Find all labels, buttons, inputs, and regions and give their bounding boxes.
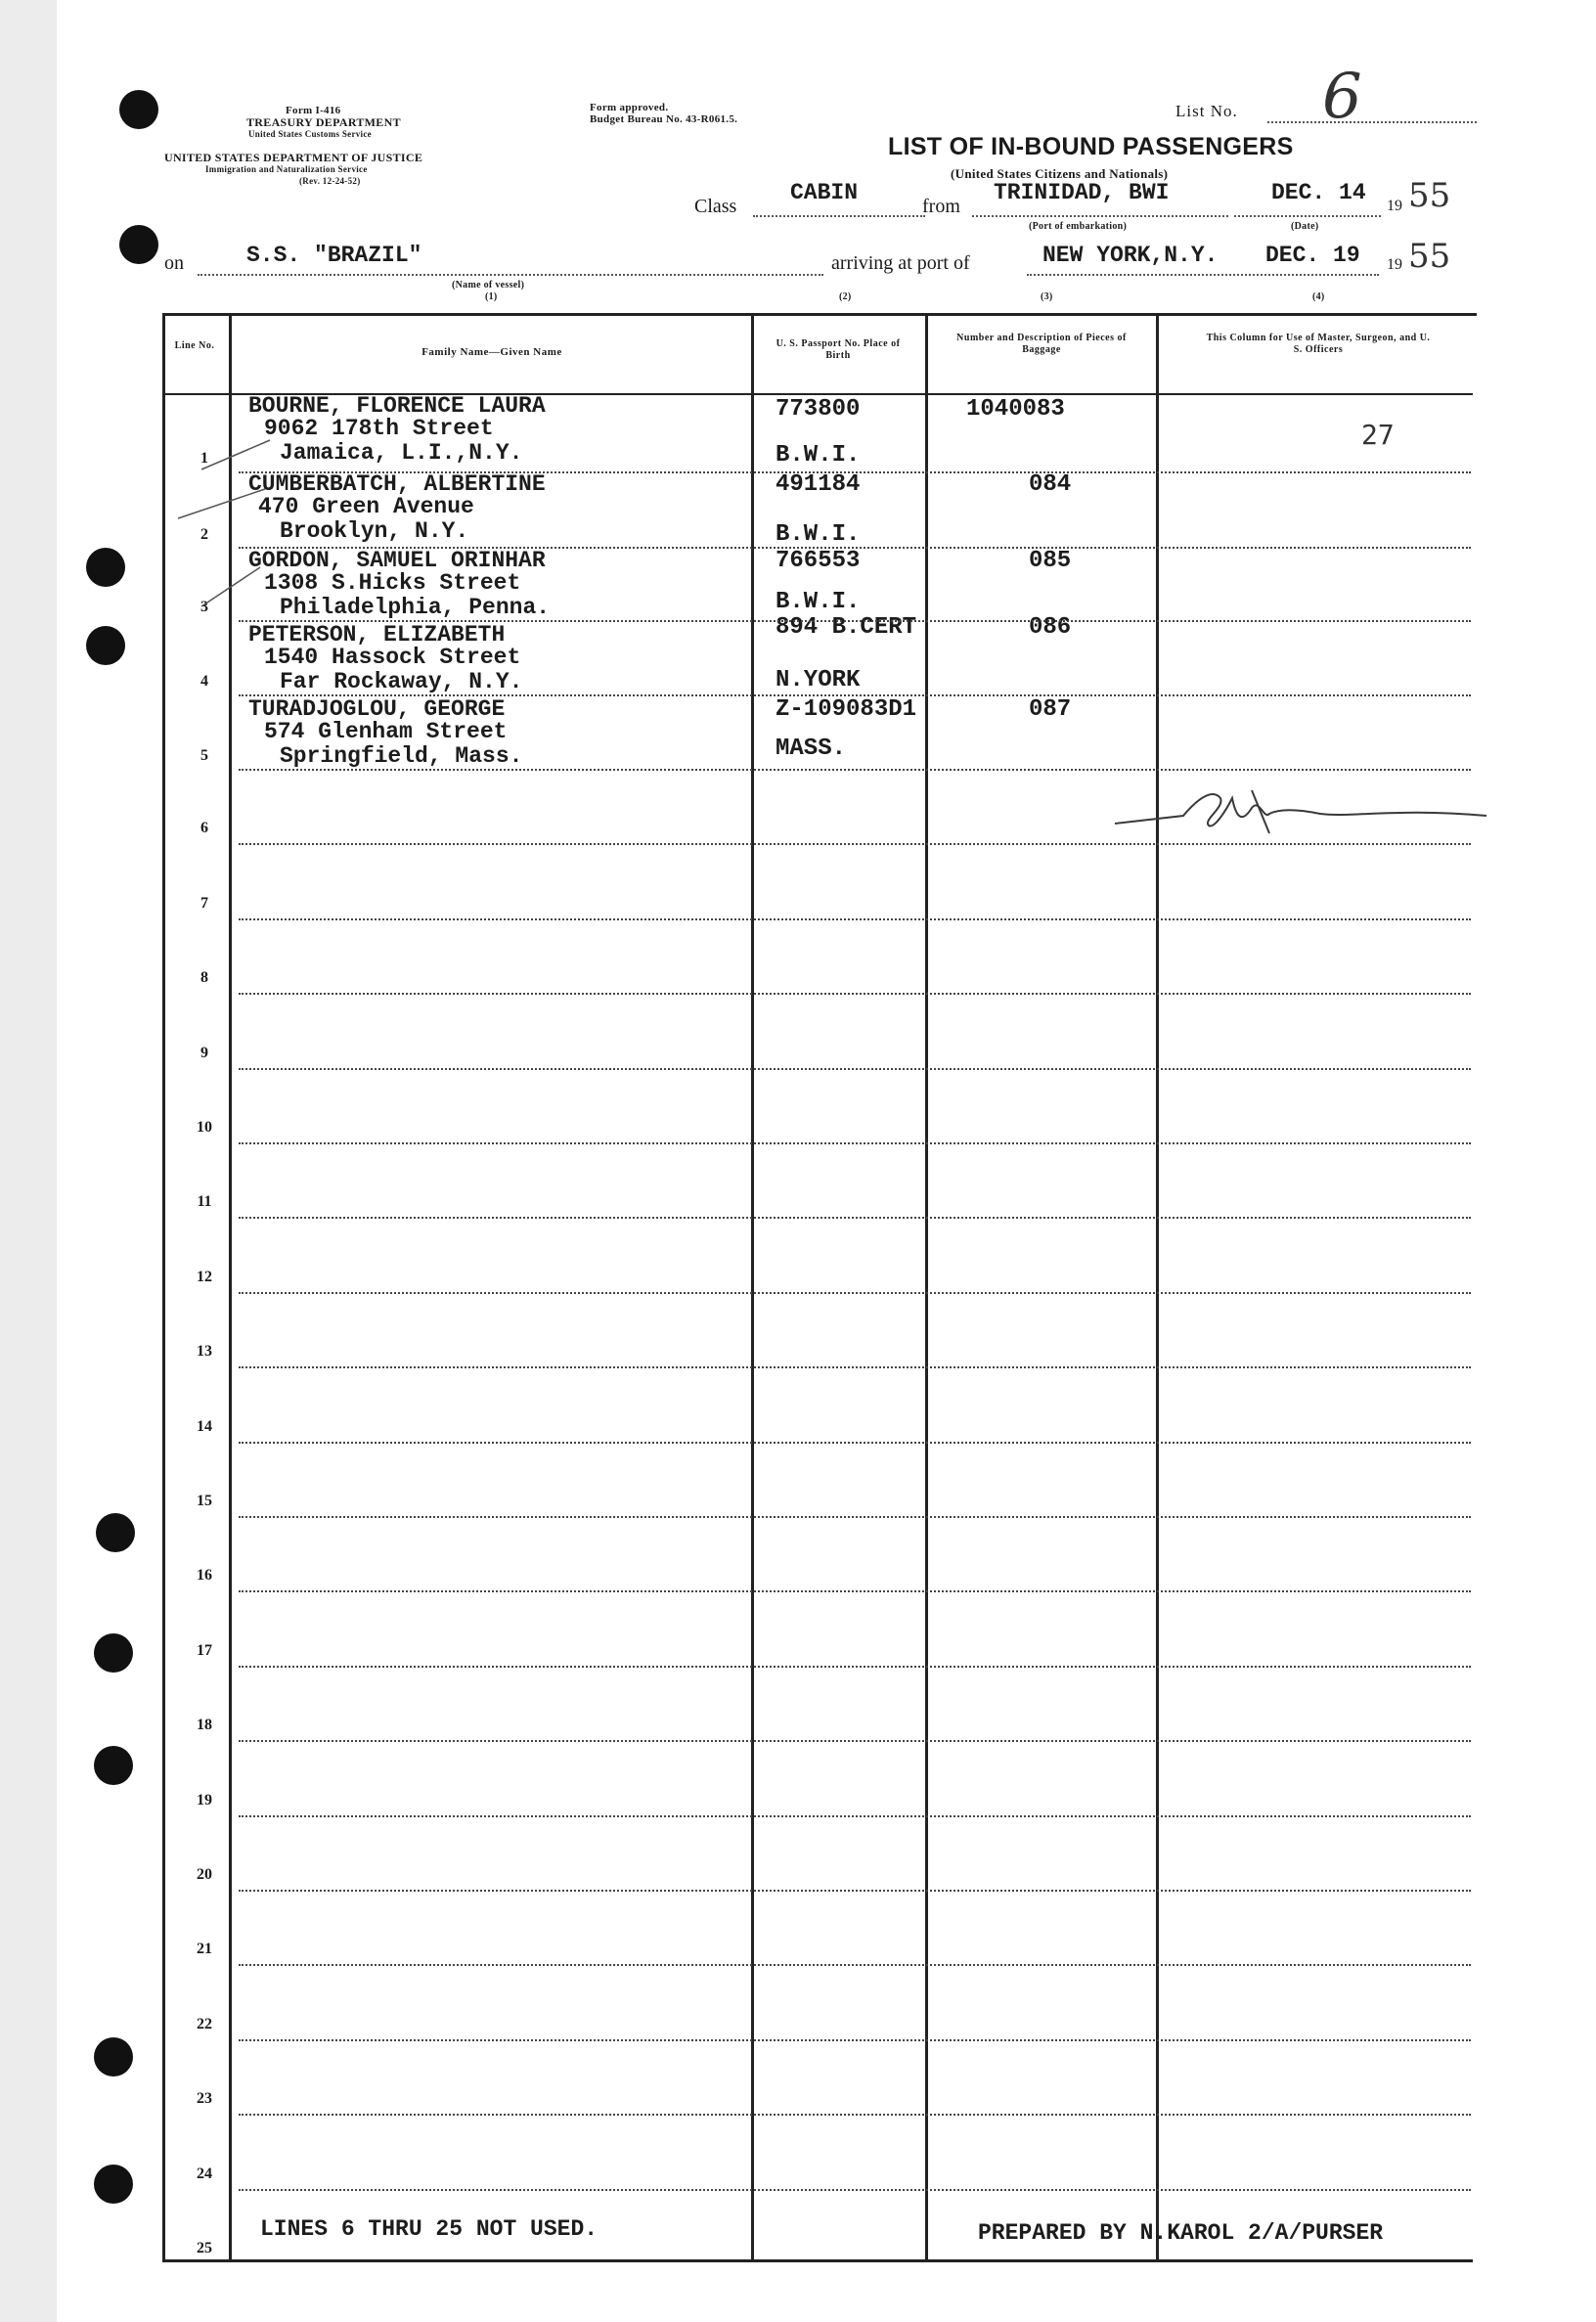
row-divider (239, 1292, 1471, 1294)
table-top-border (162, 313, 1477, 316)
row-divider (239, 1366, 1471, 1368)
punch-hole (119, 90, 158, 129)
passport-number: 766553 (776, 548, 861, 574)
punch-hole (94, 1746, 133, 1785)
arrival-underline (1027, 274, 1379, 276)
row-divider (239, 918, 1471, 920)
passenger-name: TURADJOGLOU, GEORGE (248, 696, 506, 722)
row-divider (239, 1142, 1471, 1144)
depart-year: 55 (1408, 176, 1451, 215)
passenger-address-line2: Philadelphia, Penna. (280, 595, 551, 620)
from-label: from (922, 196, 960, 217)
caption-2: (2) (839, 291, 852, 302)
name-col-border (751, 313, 754, 2261)
line-number: 13 (197, 1343, 212, 1360)
baggage-number: 1040083 (966, 396, 1065, 423)
line-number: 4 (200, 673, 208, 690)
line-number: 20 (197, 1866, 212, 1883)
depart-date-underline (1234, 215, 1381, 217)
line-number: 12 (197, 1269, 212, 1285)
row-divider (239, 993, 1471, 995)
vessel-name: S.S. "BRAZIL" (246, 243, 422, 268)
vessel-caption-num: (1) (485, 291, 498, 302)
punch-hole (119, 225, 158, 264)
list-no-label: List No. (1175, 102, 1238, 120)
passenger-address-line2: Springfield, Mass. (280, 743, 523, 769)
table-left-border (162, 313, 165, 2261)
row-divider (239, 2114, 1471, 2116)
row-divider (239, 471, 1471, 473)
baggage-number: 087 (1029, 696, 1072, 723)
form-number: Form I-416 (286, 105, 341, 116)
line-number: 19 (197, 1792, 212, 1808)
budget-bureau: Budget Bureau No. 43-R061.5. (590, 113, 738, 125)
passport-number: 491184 (776, 471, 861, 498)
page-subtitle: (United States Citizens and Nationals) (951, 166, 1169, 181)
line-number: 7 (200, 895, 208, 912)
col-header-baggage: Number and Description of Pieces of Baggage (956, 333, 1127, 355)
passenger-address-line2: Brooklyn, N.Y. (280, 518, 469, 544)
row-divider (239, 2189, 1471, 2191)
line-number: 9 (200, 1045, 208, 1061)
row-divider (239, 1964, 1471, 1966)
passport-number: 894 B.CERT (776, 614, 917, 641)
punch-hole (94, 1633, 133, 1673)
on-label: on (164, 252, 184, 274)
line-number: 23 (197, 2090, 212, 2107)
port-embark-caption: (Port of embarkation) (1029, 221, 1128, 232)
line-number: 1 (200, 450, 208, 467)
row-divider (239, 1442, 1471, 1444)
line-number: 16 (197, 1567, 212, 1584)
row-divider (239, 1666, 1471, 1668)
passenger-address-line2: Jamaica, L.I.,N.Y. (280, 440, 523, 466)
row-divider (239, 1217, 1471, 1219)
list-no-underline (1267, 121, 1477, 123)
depart-date: DEC. 14 (1271, 180, 1366, 205)
page-title: LIST OF IN-BOUND PASSENGERS (888, 133, 1294, 160)
justice-label: UNITED STATES DEPARTMENT OF JUSTICE (164, 151, 423, 164)
line-number: 2 (200, 526, 208, 543)
row-divider (239, 694, 1471, 696)
passport-number: Z-109083D1 (776, 696, 917, 723)
vessel-caption: (Name of vessel) (452, 280, 525, 290)
ins-label: Immigration and Naturalization Service (205, 164, 368, 174)
line-number: 24 (197, 2166, 212, 2182)
caption-3: (3) (1041, 291, 1053, 302)
line-number: 10 (197, 1119, 212, 1136)
passenger-address-line1: 9062 178th Street (264, 416, 494, 441)
col-header-passport: U. S. Passport No. Place of Birth (776, 338, 901, 361)
punch-hole (94, 2165, 133, 2204)
passport-number: 773800 (776, 396, 861, 423)
class-label: Class (694, 196, 737, 217)
col-header-officers: This Column for Use of Master, Surgeon, and U. S. Officers (1206, 333, 1431, 355)
baggage-number: 084 (1029, 471, 1072, 498)
passenger-address-line1: 470 Green Avenue (258, 494, 474, 519)
footer-unused-lines: LINES 6 THRU 25 NOT USED. (260, 2216, 598, 2242)
line-number: 6 (200, 820, 208, 836)
line-number: 21 (197, 1941, 212, 1957)
vessel-underline (198, 274, 823, 276)
baggage-col-border (1156, 313, 1159, 2261)
row-divider (239, 620, 1471, 622)
row-divider (239, 1815, 1471, 1817)
line-number: 18 (197, 1717, 212, 1733)
class-underline (753, 215, 925, 217)
arrival-year: 55 (1408, 237, 1451, 276)
punch-hole (86, 548, 125, 587)
form-approved: Form approved. (590, 102, 669, 113)
baggage-number: 085 (1029, 548, 1072, 574)
footer-prepared-by: PREPARED BY N.KAROL 2/A/PURSER (978, 2220, 1384, 2246)
arrival-port: NEW YORK,N.Y. (1042, 243, 1219, 268)
col-header-name: Family Name—Given Name (421, 346, 562, 358)
from-underline (972, 215, 1228, 217)
customs-label: United States Customs Service (248, 129, 372, 139)
punch-hole (94, 2037, 133, 2076)
arriving-label: arriving at port of (831, 252, 970, 274)
row-divider (239, 1590, 1471, 1592)
passenger-name: CUMBERBATCH, ALBERTINE (248, 471, 546, 497)
line-number: 5 (200, 747, 208, 764)
line-number: 17 (197, 1642, 212, 1659)
row-divider (239, 1516, 1471, 1518)
treasury-label: TREASURY DEPARTMENT (246, 115, 401, 129)
baggage-number: 086 (1029, 614, 1072, 641)
arrival-year-prefix: 19 (1387, 256, 1402, 273)
line-number: 15 (197, 1493, 212, 1509)
line-number: 14 (197, 1418, 212, 1435)
from-value: TRINIDAD, BWI (994, 180, 1170, 205)
line-number: 11 (197, 1193, 212, 1210)
arrival-date: DEC. 19 (1265, 243, 1360, 268)
line-number: 8 (200, 969, 208, 986)
line-number: 22 (197, 2016, 212, 2032)
line-number: 3 (200, 599, 208, 615)
punch-hole (96, 1513, 135, 1552)
passport-col-border (925, 313, 928, 2261)
check-marks (172, 430, 280, 626)
place-of-birth: B.W.I. (776, 589, 861, 615)
passenger-address-line1: 574 Glenham Street (264, 719, 508, 744)
rev-label: (Rev. 12-24-52) (299, 176, 361, 186)
col-header-line: Line No. (174, 340, 215, 351)
depart-year-prefix: 19 (1387, 198, 1402, 214)
place-of-birth: MASS. (776, 736, 847, 762)
place-of-birth: N.YORK (776, 667, 861, 693)
place-of-birth: B.W.I. (776, 521, 861, 548)
line-number: 25 (197, 2240, 212, 2256)
row-divider (239, 547, 1471, 549)
row-divider (239, 2039, 1471, 2041)
passenger-name: GORDON, SAMUEL ORINHAR (248, 548, 546, 573)
passenger-address-line2: Far Rockaway, N.Y. (280, 669, 523, 694)
table-bottom-border (162, 2259, 1473, 2262)
class-value: CABIN (790, 180, 859, 205)
caption-4: (4) (1312, 291, 1325, 302)
row-divider (239, 1740, 1471, 1742)
place-of-birth: B.W.I. (776, 442, 861, 469)
passenger-address-line1: 1308 S.Hicks Street (264, 570, 521, 596)
passenger-address-line1: 1540 Hassock Street (264, 645, 521, 670)
list-no-value: 6 (1322, 61, 1362, 133)
row-divider (239, 1068, 1471, 1070)
officer-note: 27 (1361, 419, 1395, 451)
scan-edge (0, 0, 57, 2322)
punch-hole (86, 626, 125, 665)
passenger-name: BOURNE, FLORENCE LAURA (248, 393, 546, 419)
date-caption: (Date) (1291, 221, 1319, 232)
passenger-name: PETERSON, ELIZABETH (248, 622, 506, 647)
officer-signature (1105, 769, 1496, 847)
row-divider (239, 1890, 1471, 1892)
